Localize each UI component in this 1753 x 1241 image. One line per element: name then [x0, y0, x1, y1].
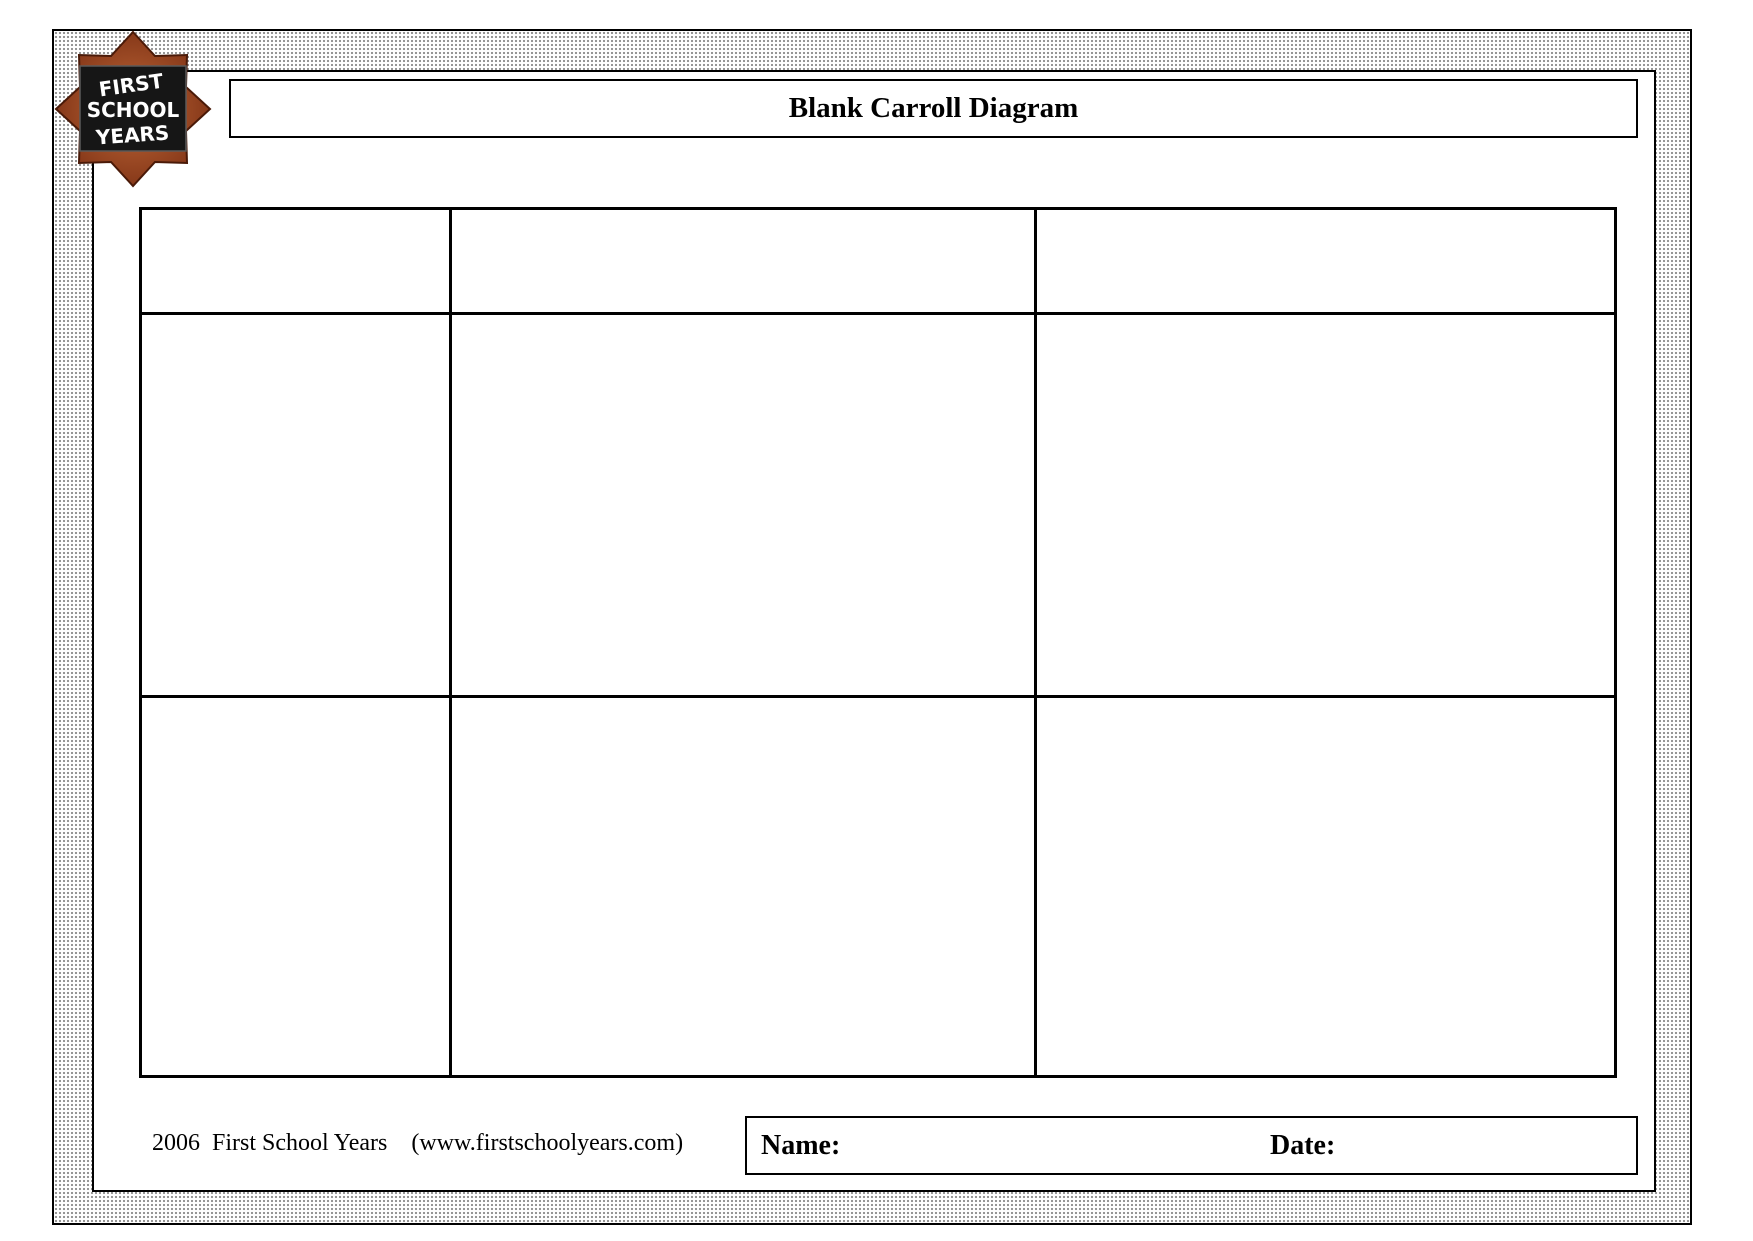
grid-cell-r2-c1[interactable] — [449, 695, 1034, 1075]
grid-cell-corner[interactable] — [142, 210, 449, 312]
first-school-years-logo — [52, 28, 214, 190]
logo-line-3: YEARS — [95, 120, 170, 150]
column-header-cell-2[interactable] — [1034, 210, 1614, 312]
grid-cell-r2-c2[interactable] — [1034, 695, 1614, 1075]
logo-star-icon — [52, 28, 214, 190]
row-header-cell-1[interactable] — [142, 312, 449, 695]
row-header-cell-2[interactable] — [142, 695, 449, 1075]
carroll-diagram-grid — [139, 207, 1617, 1078]
title-box — [229, 79, 1638, 138]
page-title: Blank Carroll Diagram — [788, 92, 1079, 124]
grid-cell-r1-c1[interactable] — [449, 312, 1034, 695]
grid-cell-r1-c2[interactable] — [1034, 312, 1614, 695]
date-label: Date: — [1270, 1130, 1336, 1161]
logo-line-1: FIRST — [97, 68, 165, 102]
column-header-cell-1[interactable] — [449, 210, 1034, 312]
logo-line-2: SCHOOL — [86, 98, 180, 122]
footer-credit: 2006 First School Years (www.firstschoolyears.com) — [152, 1130, 684, 1156]
name-label: Name: — [761, 1130, 841, 1161]
name-date-box — [745, 1116, 1638, 1175]
